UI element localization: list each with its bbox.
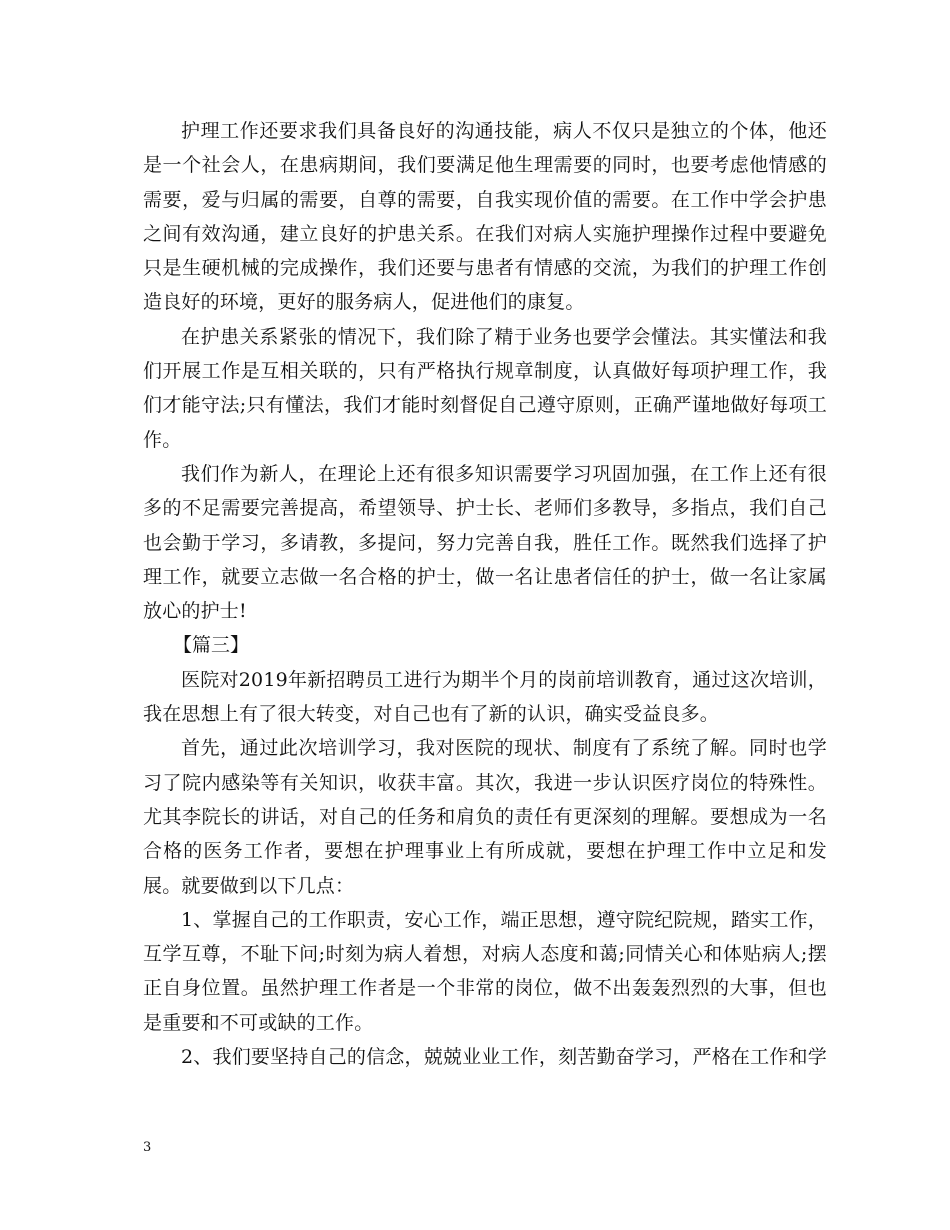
paragraph-point-2: 2、我们要坚持自己的信念，兢兢业业工作，刻苦勤奋学习，严格在工作和学: [181, 1046, 827, 1069]
paragraph-as-new-staff: 我们作为新人，在理论上还有很多知识需要学习巩固加强，在工作上还有很多的不足需要完善提高，希望领导、护士长、老师们多教导，多指点，我们自己也会勤于学习，多请教，多提问，努力完善自我，胜任工作。既然我们选择了护理工作，就要立志做一名合格的护士，做一名让患者信任的护士，做一名让家属放心的护士!: [143, 462, 827, 623]
page-number: 3: [143, 1140, 152, 1155]
section-heading: 【篇三】: [173, 634, 250, 657]
paragraph-point-1: 1、掌握自己的工作职责，安心工作，端正思想，遵守院纪院规，踏实工作，互学互尊，不耻下问;时刻为病人着想，对病人态度和蔼;同情关心和体贴病人;摆正自身位置。虽然护理工作者是一个非常的岗位，做不出轰轰烈烈的大事，但也是重要和不可或缺的工作。: [143, 908, 827, 1034]
paragraph-firstly: 首先，通过此次培训学习，我对医院的现状、制度有了系统了解。同时也学习了院内感染等有关知识，收获丰富。其次，我进一步认识医疗岗位的特殊性。尤其李院长的讲话，对自己的任务和肩负的责任有更深刻的理解。要想成为一名合格的医务工作者，要想在护理事业上有所成就，要想在护理工作中立足和发展。就要做到以下几点：: [143, 737, 827, 897]
paragraph-pre-job-training: 医院对2019年新招聘员工进行为期半个月的岗前培训教育，通过这次培训，我在思想上有了很大转变，对自己也有了新的认识，确实受益良多。: [143, 668, 827, 726]
document-body: [143, 114, 827, 1074]
paragraph-communication-skills: 护理工作还要求我们具备良好的沟通技能，病人不仅只是独立的个体，他还是一个社会人，在患病期间，我们要满足他生理需要的同时，也要考虑他情感的需要，爱与归属的需要，自尊的需要，自我实现价值的需要。在工作中学会护患之间有效沟通，建立良好的护患关系。在我们对病人实施护理操作过程中要避免只是生硬机械的完成操作，我们还要与患者有情感的交流，为我们的护理工作创造良好的环境，更好的服务病人，促进他们的康复。: [143, 120, 827, 314]
paragraph-understanding-law: 在护患关系紧张的情况下，我们除了精于业务也要学会懂法。其实懂法和我们开展工作是互相关联的，只有严格执行规章制度，认真做好每项护理工作，我们才能守法;只有懂法，我们才能时刻督促自己遵守原则，正确严谨地做好每项工作。: [143, 325, 827, 451]
